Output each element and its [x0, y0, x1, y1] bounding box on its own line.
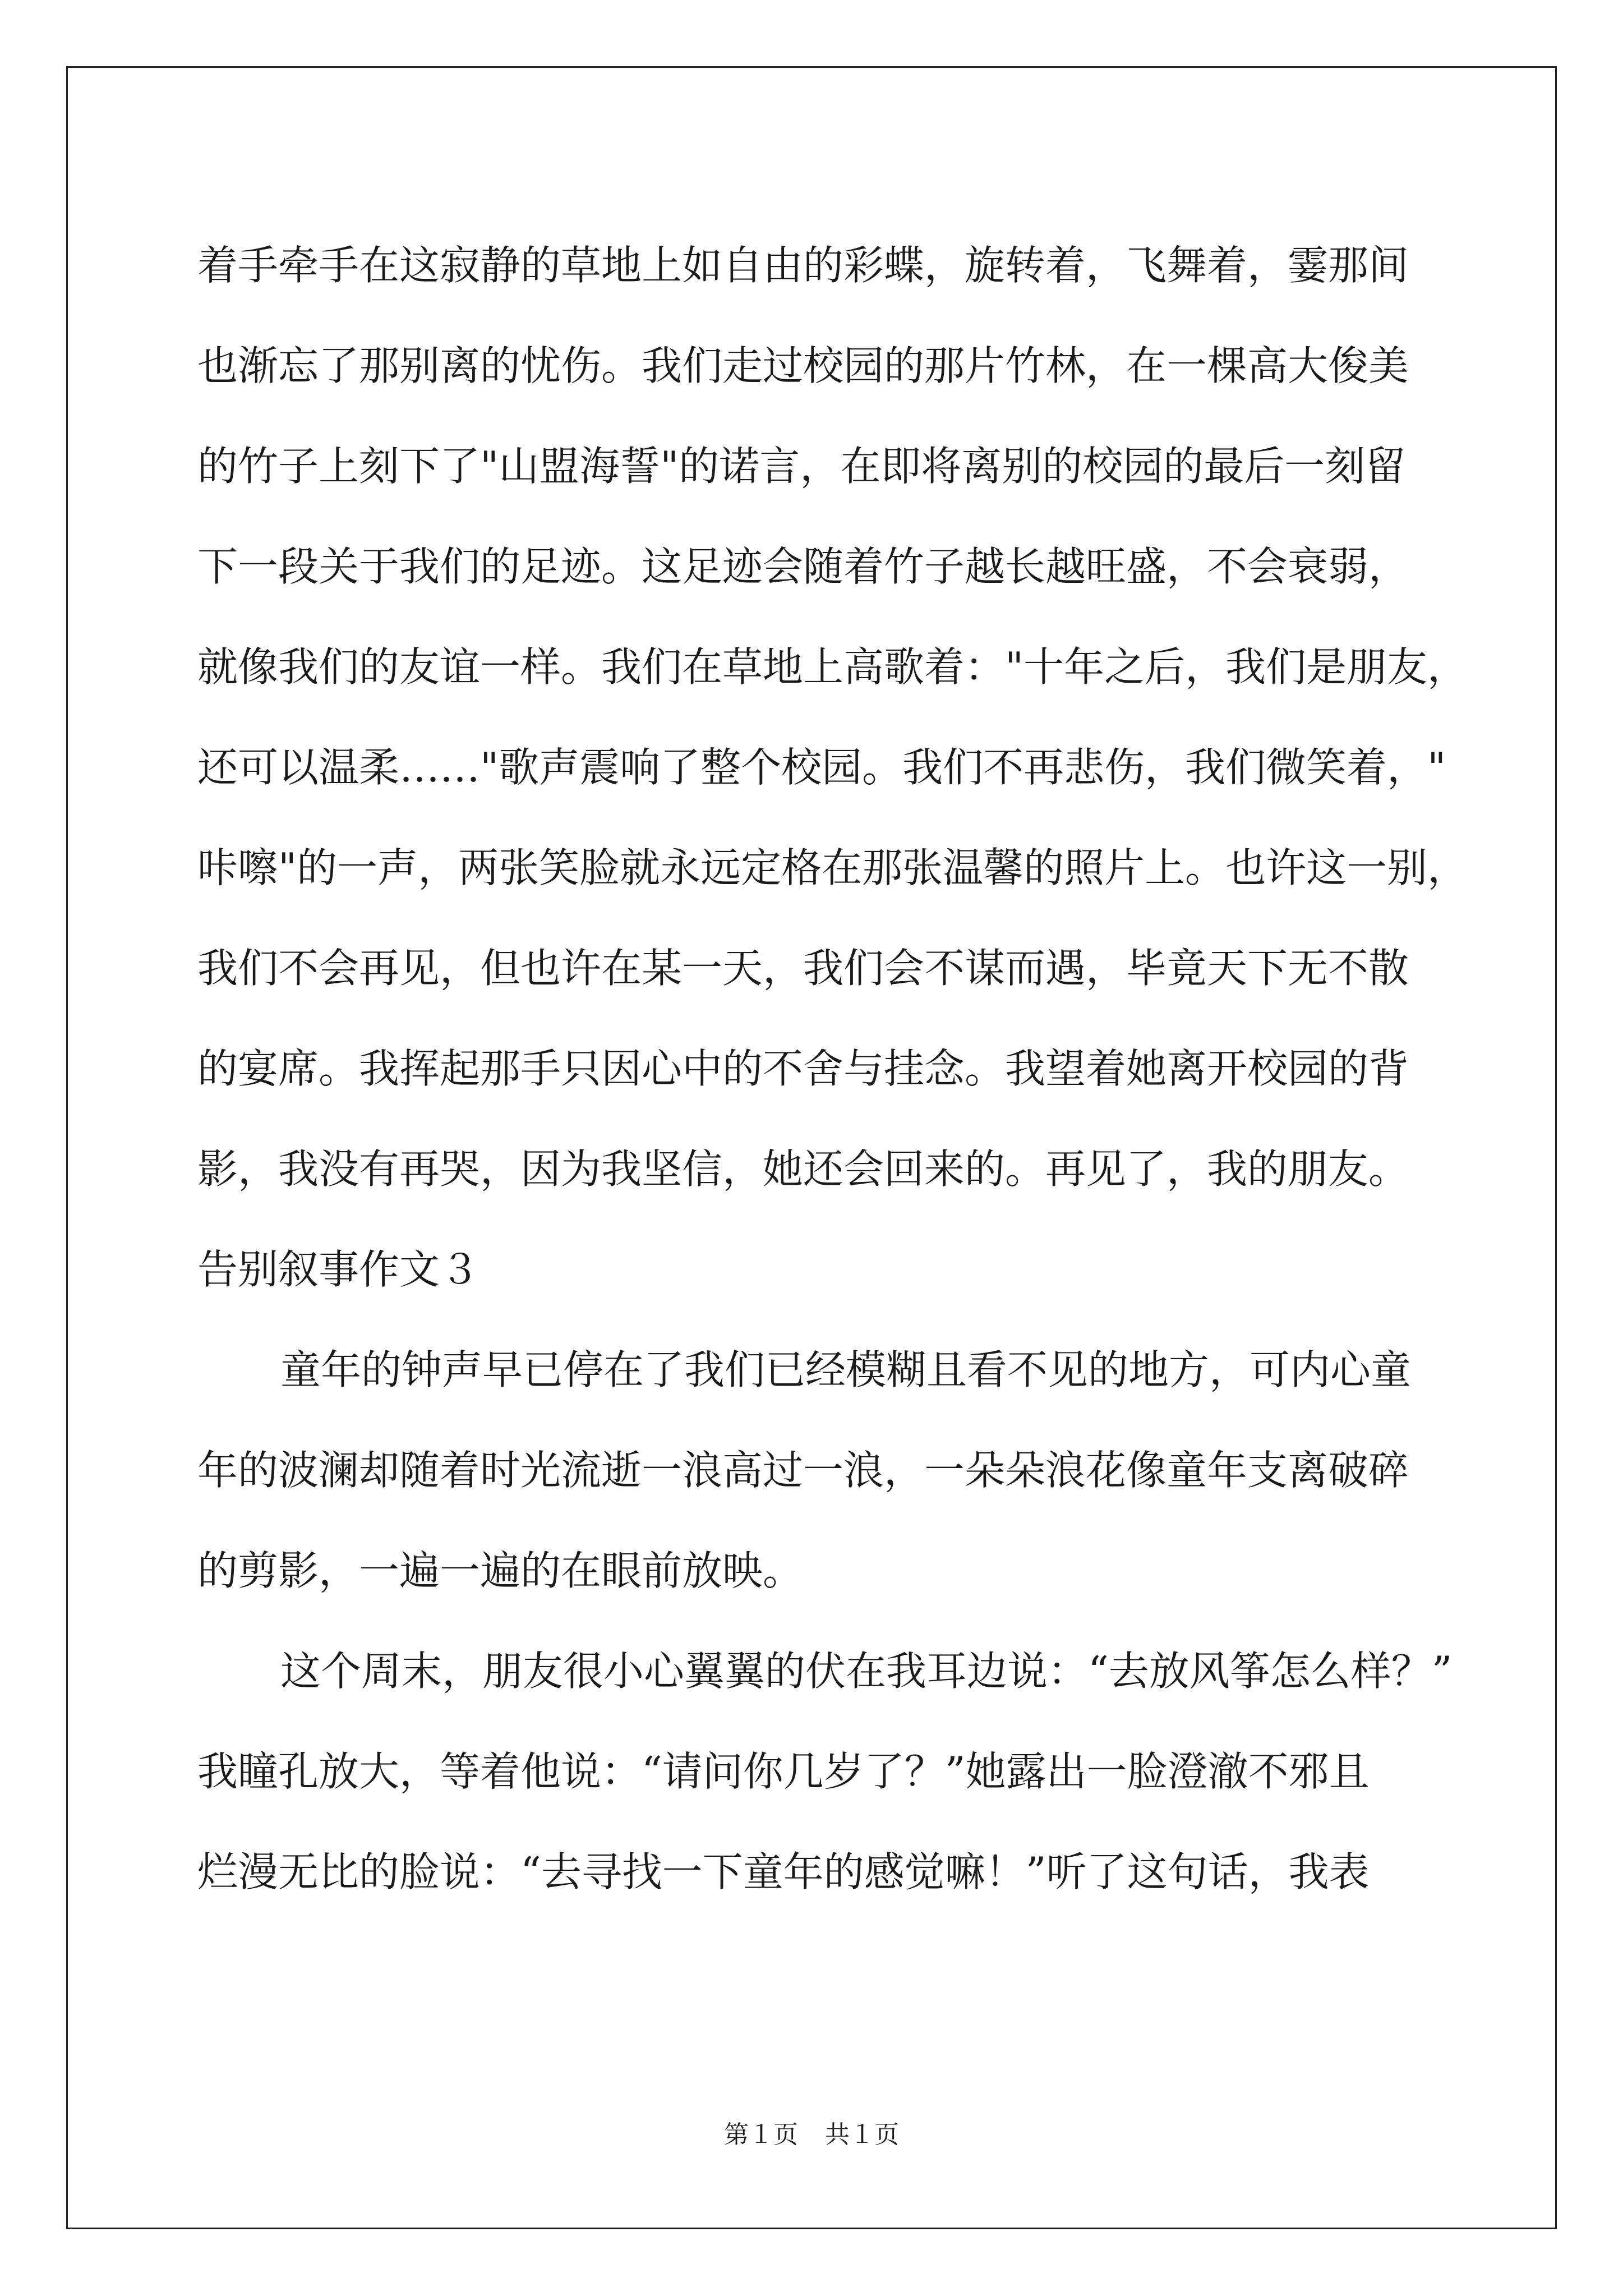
text-line: 烂漫无比的脸说：“去寻找一下童年的感觉嘛！”听了这句话，我表 [197, 1848, 1370, 1895]
text-line: 我们不会再见，但也许在某一天，我们会不谋而遇，毕竟天下无不散 [197, 945, 1409, 992]
page-footer [0, 2118, 1623, 2152]
text-line: 还可以温柔……"歌声震响了整个校园。我们不再悲伤，我们微笑着，" [197, 744, 1446, 791]
text-line: 就像我们的友谊一样。我们在草地上高歌着："十年之后，我们是朋友， [197, 643, 1468, 691]
text-line: 年的波澜却随着时光流逝一浪高过一浪，一朵朵浪花像童年支离破碎 [197, 1447, 1409, 1494]
text-line: 下一段关于我们的足迹。这足迹会随着竹子越长越旺盛，不会衰弱， [197, 543, 1409, 590]
page-number: 第１页 [724, 2120, 798, 2149]
text-line: 咔嚓"的一声，两张笑脸就永远定格在那张温馨的照片上。也许这一别， [197, 844, 1468, 891]
text-line: 着手牵手在这寂静的草地上如自由的彩蝶，旋转着，飞舞着，霎那间 [197, 242, 1409, 289]
text-line: 的竹子上刻下了"山盟海誓"的诺言，在即将离别的校园的最后一刻留 [197, 443, 1406, 490]
text-line: 也渐忘了那别离的忧伤。我们走过校园的那片竹林，在一棵高大俊美 [197, 342, 1409, 389]
text-line: 我瞳孔放大，等着他说：“请问你几岁了？”她露出一脸澄澈不邪且 [197, 1748, 1370, 1795]
text-line: 这个周末，朋友很小心翼翼的伏在我耳边说：“去放风筝怎么样？” [280, 1648, 1453, 1695]
section-heading: 告别叙事作文３ [197, 1246, 481, 1293]
page-total: 共１页 [825, 2120, 899, 2149]
text-line: 的宴席。我挥起那手只因心中的不舍与挂念。我望着她离开校园的背 [197, 1045, 1409, 1092]
text-line: 影，我没有再哭，因为我坚信，她还会回来的。再见了，我的朋友。 [197, 1145, 1409, 1193]
document-body [197, 215, 1468, 1922]
text-line: 童年的钟声早已停在了我们已经模糊且看不见的地方，可内心童 [280, 1346, 1412, 1393]
text-line: 的剪影，一遍一遍的在眼前放映。 [197, 1547, 804, 1594]
